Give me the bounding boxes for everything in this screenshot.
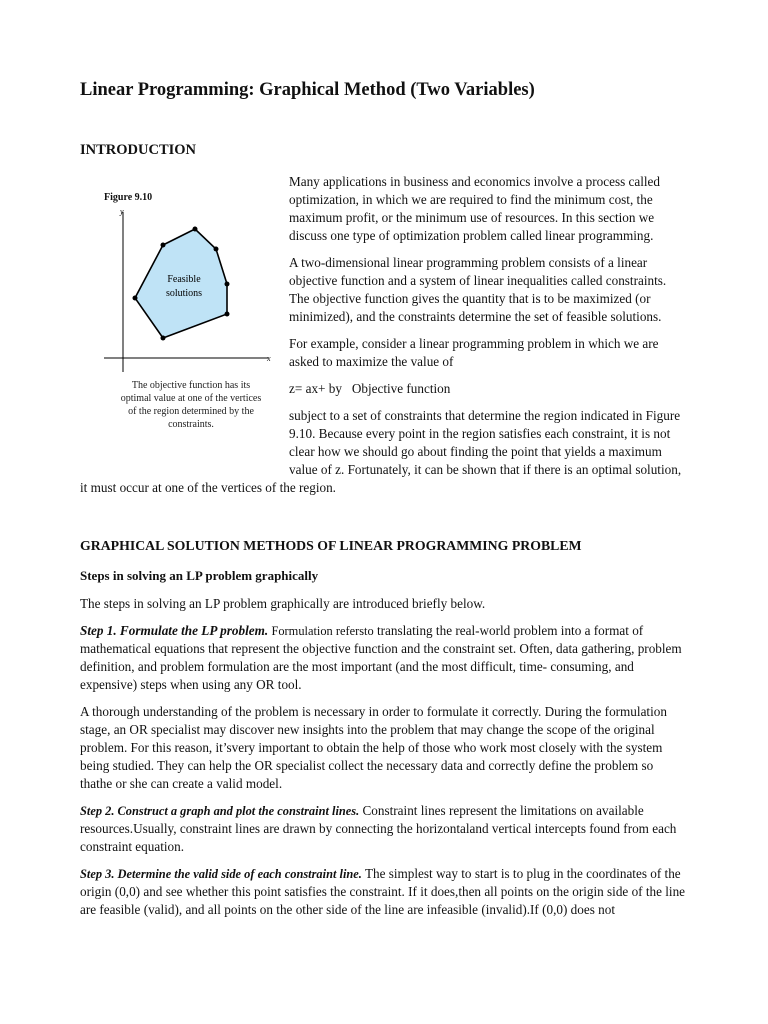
document-title: Linear Programming: Graphical Method (Two Variables) — [80, 80, 535, 100]
step-1-title: Step 1. Formulate the LP problem. — [80, 623, 269, 638]
steps-subheading: Steps in solving an LP problem graphically — [80, 568, 319, 583]
intro-paragraph: A two-dimensional linear programming problem consists of a linear objective function and a system of linear inequalities called constraints. The objective function gives the quantity that is to be maximized (or minimized), and the constraints determine the set of feasible solutions. — [289, 255, 667, 324]
intro-paragraph: Many applications in business and economics involve a process called optimization, in which we are required to find the minimum cost, the maximum profit, or the minimum use of resources. In this section we discuss one type of optimization problem called linear programming. — [289, 174, 660, 243]
objective-function-line: z= ax+ by Objective function — [289, 381, 451, 396]
x-axis-label: x — [267, 354, 271, 363]
figure-caption: The objective function has its optimal value at one of the vertices of the region determined by the constraints. — [120, 380, 262, 430]
steps-intro-paragraph: The steps in solving an LP problem graphically are introduced briefly below. — [80, 596, 486, 611]
region-label-line-2: solutions — [165, 288, 203, 299]
step-3-title: Step 3. Determine the valid side of each constraint line. — [80, 867, 362, 881]
step-2-title: Step 2. Construct a graph and plot the constraint lines. — [80, 804, 360, 818]
region-label-line-1: Feasible — [167, 274, 201, 285]
figure-label: Figure 9.10 — [104, 192, 153, 203]
introduction-heading: INTRODUCTION — [80, 142, 197, 158]
steps-body — [80, 595, 688, 928]
step-1-paragraph: Step 1. Formulate the LP problem. Formulation refersto translating the real-world problem into a format of mathematical equations that represent the objective function and the constraint set. Often, data gathering, problem definition, and problem formulation are the most important (and the most difficult, time- consuming, and expensive) steps when using any OR tool. — [80, 623, 682, 692]
intro-paragraph: subject to a set of constraints that determine the region indicated in Figure 9.10. Because every point in the region satisfies each constraint, it is not clear how we should go about finding the point that yields a maximum value of z. Fortunately, it can be shown that if there is an optimal solution, it must occur at one of the vertices of the region. — [80, 408, 682, 495]
step-3-paragraph: Step 3. Determine the valid side of each constraint line. The simplest way to start is to plug in the coordinates of the origin (0,0) and see whether this point satisfies the constraint. If it does,then all points on the origin side of the line are feasible (valid), and all points on the other side of the line are infeasible (invalid).If (0,0) does not — [80, 866, 686, 917]
graphical-methods-heading: GRAPHICAL SOLUTION METHODS OF LINEAR PROGRAMMING PROBLEM — [80, 538, 582, 553]
formulation-paragraph: A thorough understanding of the problem is necessary in order to formulate it correctly. During the formulation stage, an OR specialist may discover new insights into the problem that may change the scope of the original problem. For this reason, it’svery important to obtain the help of those who work most closely with the system being studied. They can help the OR specialist collect the necessary data and correctly define the problem so thathe or she can create a valid model. — [80, 704, 667, 791]
step-2-paragraph: Step 2. Construct a graph and plot the constraint lines. Constraint lines represent the limitations on available resources.Usually, constraint lines are drawn by connecting the horizontaland vertical intercepts found from each constraint equation. — [80, 803, 677, 854]
y-axis-label: y — [120, 207, 124, 216]
introduction-body — [80, 173, 688, 497]
intro-paragraph: For example, consider a linear programming problem in which we are asked to maximize the value of — [289, 336, 659, 369]
